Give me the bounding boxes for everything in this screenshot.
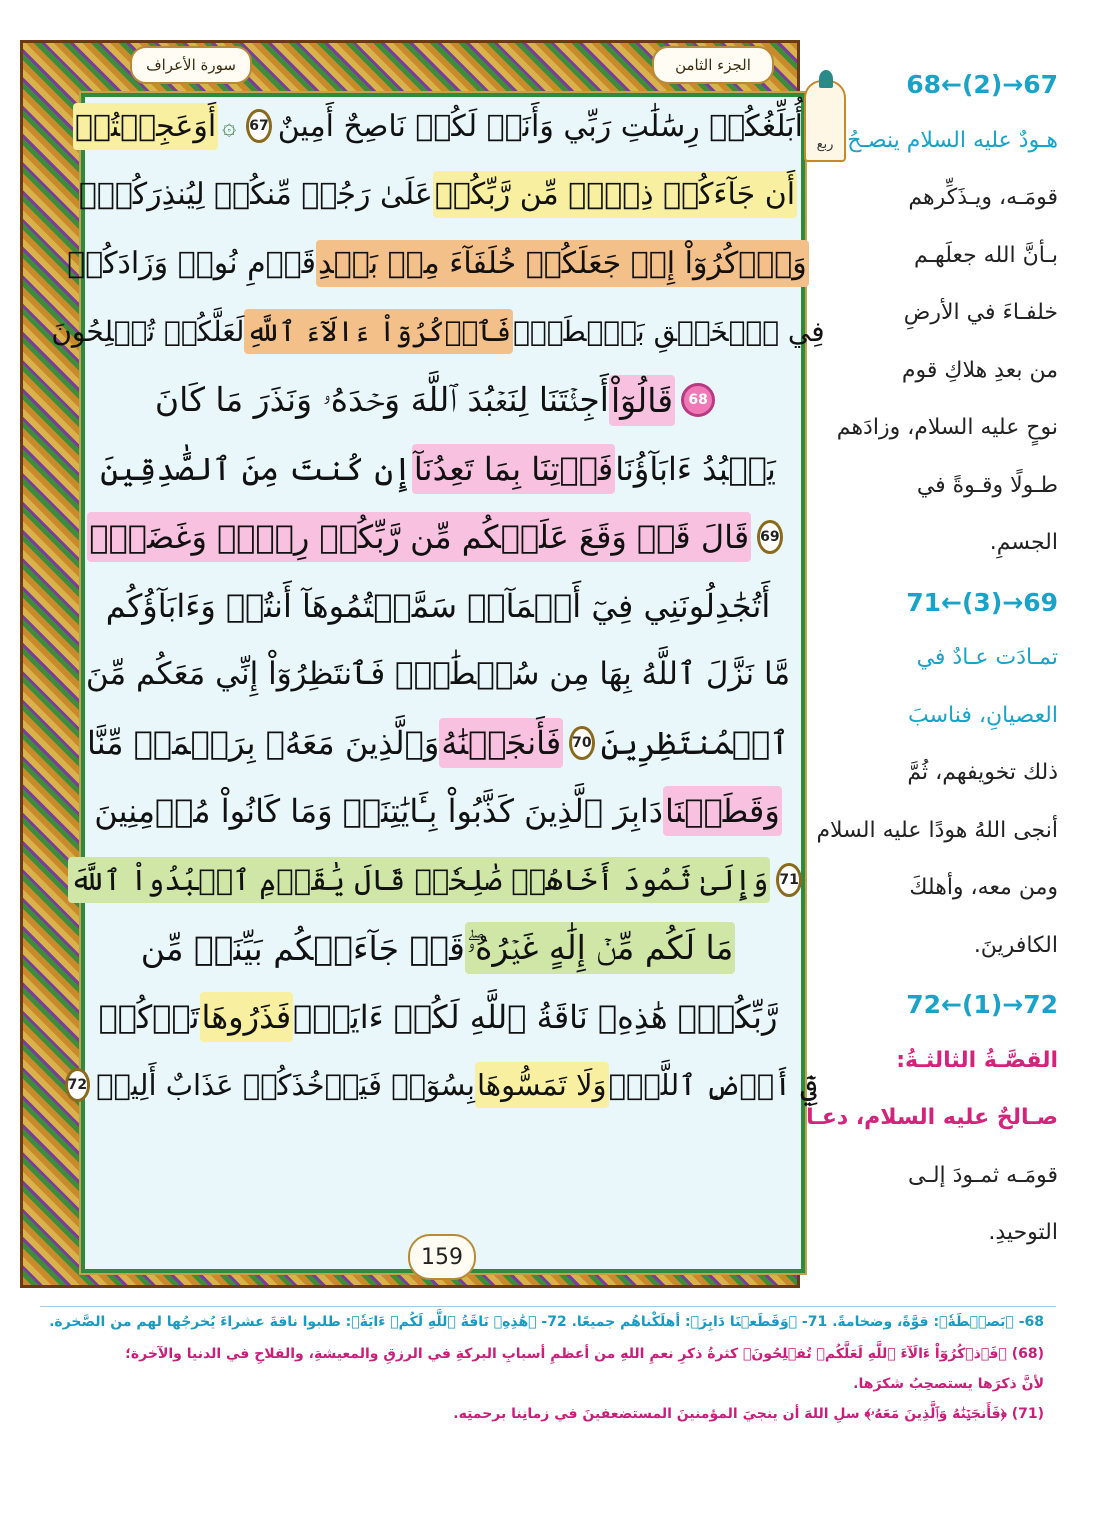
verse-text: ٱلۡمُنتَظِرِينَ bbox=[600, 723, 790, 762]
commentary-line: صـالحٌ عليه السلام، دعـا bbox=[806, 1105, 1058, 1130]
quran-line bbox=[96, 575, 780, 637]
commentary-line: ومن معه، وأهلكَ bbox=[909, 875, 1058, 900]
commentary-line: نوحٍ عليه السلام، وزادَهم bbox=[836, 415, 1058, 440]
verse-text: بِسُوٓءٖ فَيَأۡخُذَكُمۡ عَذَابٌ أَلِيمٞ bbox=[96, 1068, 475, 1102]
commentary-line: قومَـه، ويـذَكِّرهم bbox=[908, 185, 1058, 210]
highlighted-phrase: وَلَا تَمَسُّوهَا bbox=[475, 1062, 609, 1108]
footnote-divider bbox=[40, 1306, 1056, 1307]
verse-text: فِيٓ أَرۡضِ ٱللَّهِۖ bbox=[608, 1068, 818, 1102]
verse-range-nav: 68←(2)→67 bbox=[906, 70, 1058, 99]
footnote-line: (71) ﴿فَأَنجَيۡنَٰهُ وَٱلَّذِينَ مَعَهُۥ﴾ سلِ اللهَ أن ينجيَ المؤمنينَ المستضعفينَ في زمانِنا برحمتِه. bbox=[453, 1406, 1044, 1422]
footnote-line: 68- ﴿بَصۜۡطَةٗ﴾: قوَّةً، وضخامةً. 71- ﴿وَقَطَعۡنَا دَابِرَ﴾: أهلَكْناهُم جميعًا. 72- ﴿هَٰذِهِۦ نَاقَةُ ٱللَّهِ لَكُمۡ ءَايَةٗ﴾: طلبوا ناقةَ عشراءَ يُخرجُها لهم من الصَّخرة. bbox=[49, 1314, 1044, 1330]
footnote-line: (68) ﴿فَٱذۡكُرُوٓاْ ءَالَآءَ ٱللَّهِ لَعَلَّكُمۡ تُفۡلِحُونَ﴾ كثرةُ ذكرِ نعمِ اللهِ من أعظمِ أسبابِ البركةِ في الرزقِ والمعيشةِ، والفلاحِ في الدنيا والآخرة؛ bbox=[125, 1346, 1044, 1362]
highlighted-phrase: أَوَعَجِبۡتُمۡ bbox=[73, 103, 218, 150]
verse-text: تَأۡكُلۡ bbox=[98, 997, 200, 1036]
rub-star-icon: ۞ bbox=[222, 112, 237, 140]
verse-text: عَلَىٰ رَجُلٖ مِّنكُمۡ لِيُنذِرَكُمۡۚ bbox=[78, 177, 433, 212]
quran-line bbox=[78, 164, 796, 226]
highlighted-phrase: وَإِلَىٰ ثَمُودَ أَخَاهُمۡ صَٰلِحٗاۚ قَالَ يَٰقَوۡمِ ٱعۡبُدُواْ ٱللَّهَ bbox=[68, 857, 770, 903]
quran-line bbox=[75, 95, 803, 157]
page-number: 159 bbox=[408, 1234, 476, 1280]
quran-line bbox=[51, 301, 825, 363]
commentary-line: العصيانِ، فناسبَ bbox=[908, 702, 1058, 728]
quran-line bbox=[86, 712, 790, 774]
highlighted-phrase: أَن جَآءَكُمۡ ذِكۡرٞ مِّن رَّبِّكُمۡ bbox=[433, 171, 797, 218]
commentary-line: الكافرينَ. bbox=[973, 932, 1058, 958]
highlighted-phrase: مَا لَكُم مِّنۡ إِلَٰهٍ غَيۡرُهُۥۖ bbox=[465, 922, 735, 974]
quran-line bbox=[96, 438, 780, 500]
verse-range-nav: 71←(3)→69 bbox=[906, 587, 1058, 617]
verse-text: إِن كُنتَ مِنَ ٱلصَّٰدِقِينَ bbox=[100, 449, 412, 488]
verse-text: قَدۡ جَآءَتۡكُم بَيِّنَةٞ مِّن bbox=[140, 928, 465, 968]
commentary-line: تمـادَت عـادٌ في bbox=[916, 645, 1058, 670]
highlighted-phrase: وَٱذۡكُرُوٓاْ إِذۡ جَعَلَكُمۡ خُلَفَآءَ مِنۢ بَعۡدِ bbox=[316, 240, 809, 287]
juz-label: الجزء الثامن bbox=[652, 46, 774, 84]
quran-line bbox=[96, 986, 780, 1048]
verse-range-nav: 72←(1)→72 bbox=[906, 990, 1058, 1019]
surah-label: سورة الأعراف bbox=[130, 46, 252, 84]
verse-text: لَعَلَّكُمۡ تُفۡلِحُونَ bbox=[51, 315, 245, 348]
highlighted-phrase: فَأۡتِنَا بِمَا تَعِدُنَآ bbox=[412, 444, 615, 494]
verse-text: رَّبِّكُمۡۖ هَٰذِهِۦ نَاقَةُ ٱللَّهِ لَكُمۡ ءَايَةٗۖ bbox=[293, 997, 778, 1036]
verse-text: يَعۡبُدُ ءَابَآؤُنَا bbox=[615, 449, 776, 488]
ayah-number-badge: 71 bbox=[776, 863, 801, 897]
highlighted-phrase: فَذَرُوهَا bbox=[200, 992, 294, 1042]
commentary-line: طـولًا وقـوةً في bbox=[916, 472, 1058, 498]
commentary-line: القصَّـةُ الثالثـةُ: bbox=[896, 1047, 1058, 1073]
commentary-line: الجسمِ. bbox=[989, 530, 1058, 555]
verse-text: أَجِئۡتَنَا لِنَعۡبُدَ ٱللَّهَ وَحۡدَهُۥ وَنَذَرَ مَا كَانَ bbox=[154, 380, 609, 419]
verse-text: فِي ٱلۡخَلۡقِ بَصۜۡطَةٗۖ bbox=[513, 315, 825, 348]
ayah-number-badge: 69 bbox=[757, 520, 782, 554]
commentary-line: هـودٌ عليه السلام ينصـحُ bbox=[847, 127, 1058, 153]
verse-text: قَوۡمِ نُوحٖ وَزَادَكُمۡ bbox=[67, 245, 317, 281]
ayah-number-badge: 70 bbox=[569, 726, 594, 760]
verse-text: دَابِرَ ٱلَّذِينَ كَذَّبُواْ بِـَٔايَٰتِنَاۖ وَمَا كَانُواْ مُؤۡمِنِينَ bbox=[94, 792, 663, 830]
commentary-line: خلفـاءَ في الأرضِ bbox=[903, 300, 1058, 325]
rub-label: ربع bbox=[816, 137, 834, 152]
ayah-number-badge: 68 bbox=[681, 383, 715, 417]
quran-line bbox=[96, 780, 780, 842]
commentary-line: بـأنَّ الله جعلَهـم bbox=[913, 242, 1058, 268]
footnote-line: لأنَّ ذكرَها يستصحِبُ شكرَها. bbox=[853, 1376, 1044, 1392]
commentary-line: قومَـه ثمـودَ إلـى bbox=[908, 1162, 1058, 1188]
commentary-line: ذلك تخويفهم، ثُمَّ bbox=[907, 760, 1058, 785]
verse-text: وَٱلَّذِينَ مَعَهُۥ بِرَحۡمَةٖ مِّنَّا bbox=[86, 723, 440, 762]
highlighted-phrase: فَٱذۡكُرُوٓاْ ءَالَآءَ ٱللَّهِ bbox=[244, 309, 513, 354]
quran-line bbox=[67, 1054, 818, 1116]
commentary-line: التوحيدِ. bbox=[988, 1220, 1058, 1245]
commentary-line: من بعدِ هلاكِ قوم bbox=[901, 357, 1058, 383]
quran-line bbox=[89, 506, 780, 568]
quran-line bbox=[67, 232, 807, 294]
quran-line bbox=[96, 917, 780, 979]
highlighted-phrase: وَقَطَعۡنَا bbox=[663, 786, 782, 836]
highlighted-phrase: قَالَ قَدۡ وَقَعَ عَلَيۡكُم مِّن رَّبِّكُمۡ رِجۡسٞ وَغَضَبٌۖ bbox=[87, 512, 751, 562]
quran-line bbox=[70, 849, 799, 911]
quran-line bbox=[85, 643, 791, 705]
highlighted-phrase: فَأَنجَيۡنَٰهُ bbox=[439, 718, 563, 768]
commentary-line: أنجى اللهُ هودًا عليه السلام bbox=[816, 817, 1058, 843]
verse-text: أُبَلِّغُكُمۡ رِسَٰلَٰتِ رَبِّي وَأَنَا۠ لَكُمۡ نَاصِحٌ أَمِينٌ bbox=[277, 108, 803, 144]
ayah-number-badge: 67 bbox=[246, 109, 271, 143]
highlighted-phrase: قَالُوٓاْ bbox=[609, 375, 675, 426]
verse-text: مَّا نَزَّلَ ٱللَّهُ بِهَا مِن سُلۡطَٰنٖۚ فَٱنتَظِرُوٓاْ إِنِّي مَعَكُم مِّنَ bbox=[85, 656, 791, 692]
verse-text: أَتُجَٰدِلُونَنِي فِيٓ أَسۡمَآءٖ سَمَّيۡتُمُوهَآ أَنتُمۡ وَءَابَآؤُكُم bbox=[105, 586, 771, 625]
ayah-number-badge: 72 bbox=[65, 1068, 90, 1102]
quran-line bbox=[96, 369, 780, 431]
